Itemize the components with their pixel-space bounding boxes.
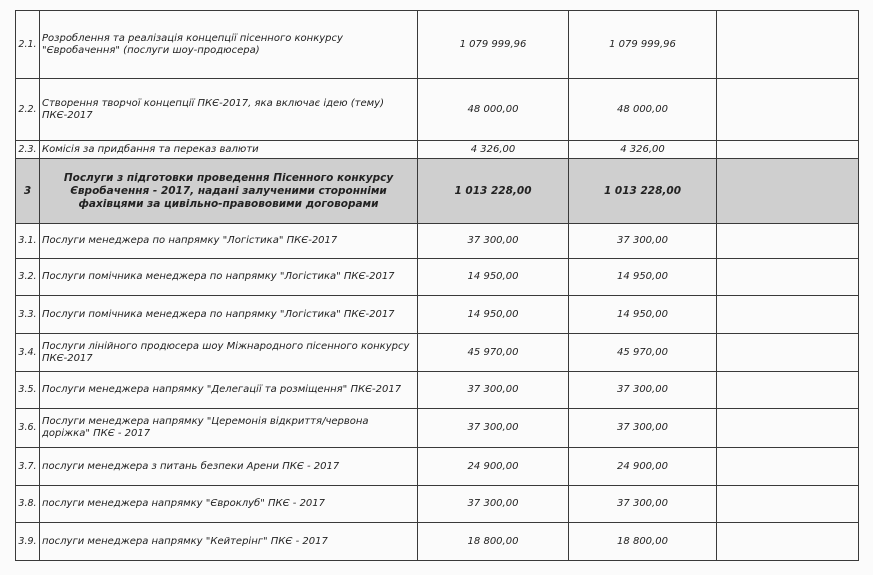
row-note (717, 79, 859, 141)
table-row-3-8 (16, 486, 859, 523)
table-row-3-9 (16, 523, 859, 561)
row-amount-planned: 1 013 228,00 (418, 159, 569, 224)
row-amount-actual: 14 950,00 (569, 259, 717, 296)
table-row-2-1 (16, 11, 859, 79)
row-amount-planned: 37 300,00 (418, 409, 569, 448)
row-amount-actual: 18 800,00 (569, 523, 717, 561)
row-number: 2.1. (16, 11, 40, 79)
row-amount-actual: 1 013 228,00 (569, 159, 717, 224)
row-description: Послуги помічника менеджера по напрямку "Логістика" ПКЄ-2017 (40, 296, 418, 334)
row-amount-actual: 24 900,00 (569, 448, 717, 486)
table-row-2-3 (16, 141, 859, 159)
row-note (717, 11, 859, 79)
table-row-2-2 (16, 79, 859, 141)
row-amount-planned: 18 800,00 (418, 523, 569, 561)
row-description: Розроблення та реалізація концепції пісенного конкурсу "Євробачення" (послуги шоу-продюсера) (40, 11, 418, 79)
row-description: Послуги помічника менеджера по напрямку "Логістика" ПКЄ-2017 (40, 259, 418, 296)
row-number: 3.2. (16, 259, 40, 296)
row-number: 3.8. (16, 486, 40, 523)
row-amount-planned: 14 950,00 (418, 296, 569, 334)
row-amount-actual: 45 970,00 (569, 334, 717, 372)
row-amount-actual: 37 300,00 (569, 224, 717, 259)
row-number: 3.5. (16, 372, 40, 409)
row-description: Послуги лінійного продюсера шоу Міжнародного пісенного конкурсу ПКЄ-2017 (40, 334, 418, 372)
table-row-3-7 (16, 448, 859, 486)
row-amount-actual: 48 000,00 (569, 79, 717, 141)
row-note (717, 159, 859, 224)
table-row-3-1 (16, 224, 859, 259)
row-amount-planned: 14 950,00 (418, 259, 569, 296)
row-amount-planned: 37 300,00 (418, 486, 569, 523)
row-note (717, 448, 859, 486)
row-amount-actual: 37 300,00 (569, 486, 717, 523)
table-row-3-6 (16, 409, 859, 448)
row-number: 3.1. (16, 224, 40, 259)
table-row-3-2 (16, 259, 859, 296)
row-description: Створення творчої концепції ПКЄ-2017, яка включає ідею (тему) ПКЄ-2017 (40, 79, 418, 141)
table-row-3-3 (16, 296, 859, 334)
row-note (717, 141, 859, 159)
row-note (717, 224, 859, 259)
row-amount-actual: 37 300,00 (569, 409, 717, 448)
row-note (717, 372, 859, 409)
table-row-3-4 (16, 334, 859, 372)
row-amount-actual: 37 300,00 (569, 372, 717, 409)
row-amount-planned: 24 900,00 (418, 448, 569, 486)
row-amount-planned: 4 326,00 (418, 141, 569, 159)
row-number: 3.3. (16, 296, 40, 334)
row-number: 3.6. (16, 409, 40, 448)
row-amount-planned: 45 970,00 (418, 334, 569, 372)
row-number: 3 (16, 159, 40, 224)
row-number: 3.9. (16, 523, 40, 561)
row-description: послуги менеджера напрямку "Євроклуб" ПКЄ - 2017 (40, 486, 418, 523)
row-note (717, 486, 859, 523)
row-amount-planned: 1 079 999,96 (418, 11, 569, 79)
row-number: 3.4. (16, 334, 40, 372)
row-description: Комісія за придбання та переказ валюти (40, 141, 418, 159)
row-description: послуги менеджера з питань безпеки Арени ПКЄ - 2017 (40, 448, 418, 486)
budget-table (15, 10, 859, 561)
row-note (717, 409, 859, 448)
row-note (717, 296, 859, 334)
row-description: послуги менеджера напрямку "Кейтерінг" ПКЄ - 2017 (40, 523, 418, 561)
row-description: Послуги менеджера напрямку "Церемонія відкриття/червона доріжка" ПКЄ - 2017 (40, 409, 418, 448)
row-amount-planned: 37 300,00 (418, 224, 569, 259)
row-number: 2.2. (16, 79, 40, 141)
row-description: Послуги менеджера по напрямку "Логістика" ПКЄ-2017 (40, 224, 418, 259)
row-number: 2.3. (16, 141, 40, 159)
row-note (717, 334, 859, 372)
row-note (717, 523, 859, 561)
table-section-row-3 (16, 159, 859, 224)
row-amount-actual: 1 079 999,96 (569, 11, 717, 79)
row-note (717, 259, 859, 296)
row-amount-actual: 14 950,00 (569, 296, 717, 334)
row-description: Послуги з підготовки проведення Пісенного конкурсу Євробачення - 2017, надані залученими сторонніми фахівцями за цивільно-правововими договорами (40, 159, 418, 224)
row-amount-actual: 4 326,00 (569, 141, 717, 159)
row-amount-planned: 48 000,00 (418, 79, 569, 141)
row-amount-planned: 37 300,00 (418, 372, 569, 409)
row-description: Послуги менеджера напрямку "Делегації та розміщення" ПКЄ-2017 (40, 372, 418, 409)
table-row-3-5 (16, 372, 859, 409)
row-number: 3.7. (16, 448, 40, 486)
